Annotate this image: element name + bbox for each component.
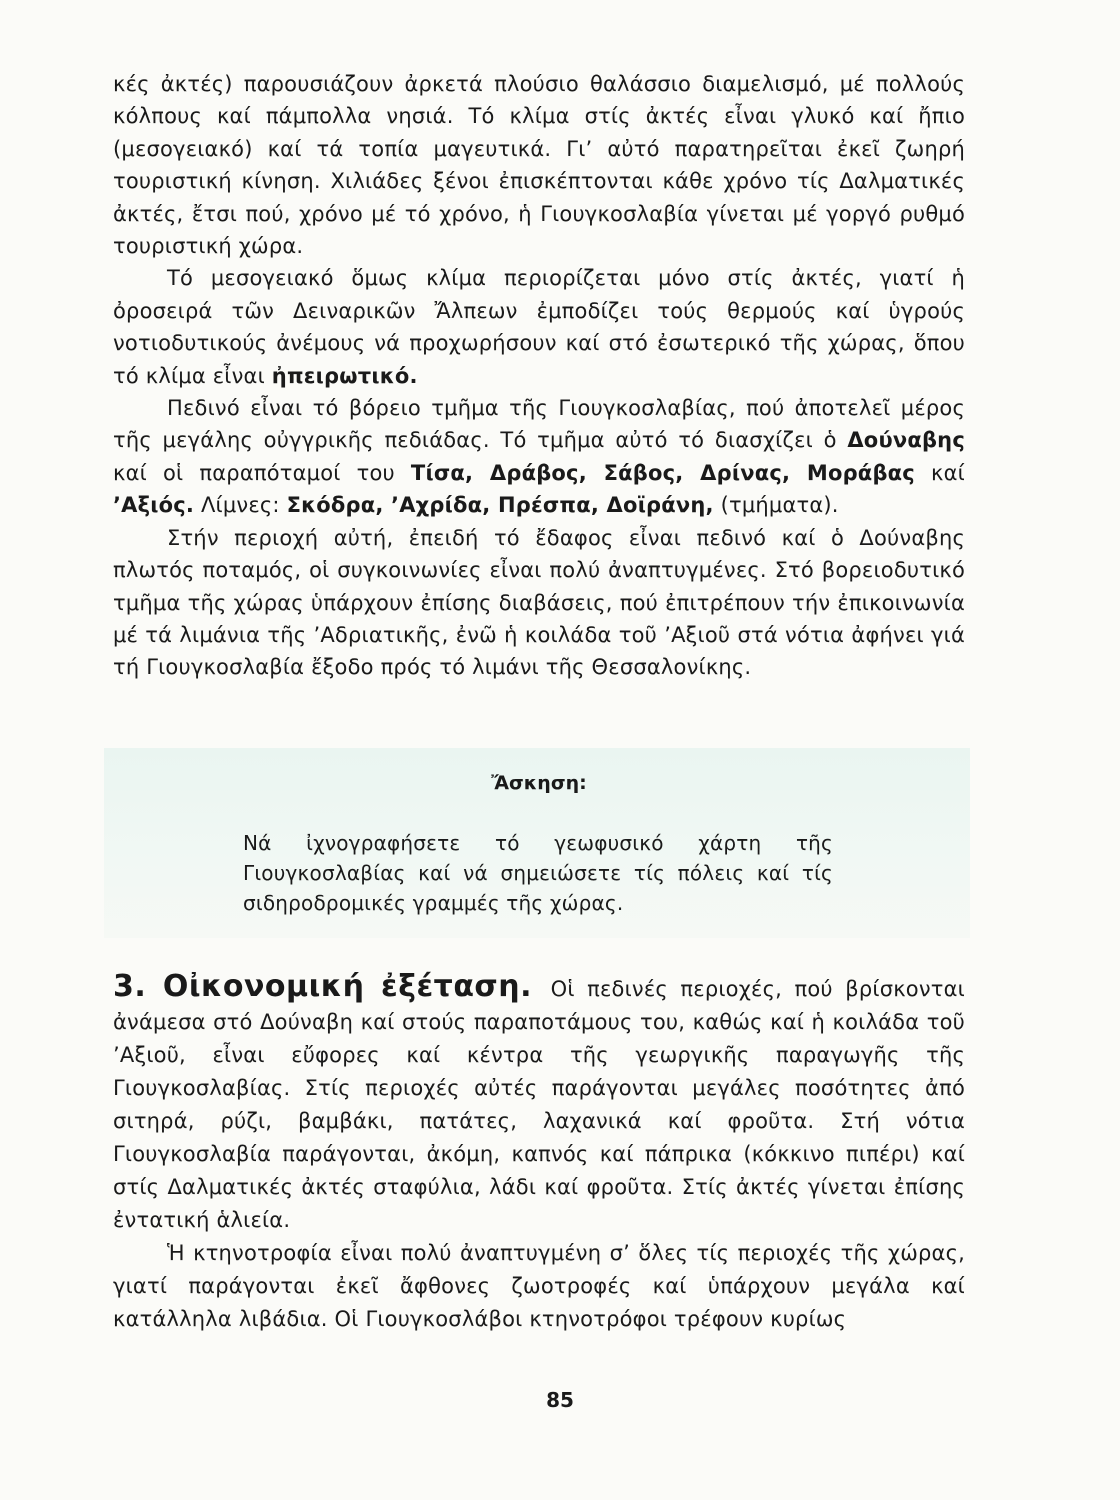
paragraph-3-text-d: Λίμνες: bbox=[200, 493, 280, 518]
paragraph-2 bbox=[113, 262, 965, 392]
paragraph-3-text-a: Πεδινό εἶναι τό βόρειο τμῆμα τῆς Γιουγκοσλαβίας, πού ἀποτελεῖ μέρος τῆς μεγάλης οὐγγρικῆς πεδιάδας. Τό τμῆμα αὐτό τό διασχίζει ὁ bbox=[113, 396, 965, 453]
term-danube: Δούναβης bbox=[847, 428, 965, 453]
paragraph-3-text-c: καί bbox=[931, 460, 965, 485]
section-3-paragraph-1 bbox=[113, 970, 965, 1237]
term-tributaries: Τίσα, Δράβος, Σάβος, Δρίνας, Μοράβας bbox=[410, 460, 915, 485]
page-number: 85 bbox=[546, 1388, 574, 1412]
paragraph-4: Στήν περιοχή αὐτή, ἐπειδή τό ἔδαφος εἶναι πεδινό καί ὁ Δούναβης πλωτός ποταμός, οἱ συγκοινωνίες εἶναι πολύ ἀναπτυγμένες. Στό βορειοδυτικό τμῆμα τῆς χώρας ὑπάρχουν ἐπίσης διαβάσεις, πού ἐπιτρέπουν τήν ἐπικοινωνία μέ τά λιμάνια τῆς ’Αδριατικῆς, ἐνῶ ἡ κοιλάδα τοῦ ’Αξιοῦ στά νότια ἀφήνει γιά τή Γιουγκοσλαβία ἔξοδο πρός τό λιμάνι τῆς Θεσσαλονίκης. bbox=[113, 525, 965, 680]
section-3-paragraph-1-text: Οἱ πεδινές περιοχές, πού βρίσκονται ἀνάμεσα στό Δούναβη καί στούς παραποτάμους του, καθώς καί ἡ κοιλάδα τοῦ ’Αξιοῦ, εἶναι εὔφορες καί κέντρα τῆς γεωργικῆς παραγωγῆς τῆς Γιουγκοσλαβίας. Στίς περιοχές αὐτές παράγονται μεγάλες ποσότητες ἀπό σιτηρά, ρύζι, βαμβάκι, πατάτες, λαχανικά καί φροῦτα. Στή νότια Γιουγκοσλαβία παράγονται, ἀκόμη, καπνός καί πάπρικα (κόκκινο πιπέρι) καί στίς Δαλματικές ἀκτές σταφύλια, λάδι καί φροῦτα. Στίς ἀκτές γίνεται ἐπίσης ἐντατική ἁλιεία. bbox=[113, 977, 965, 1232]
section-3 bbox=[113, 970, 965, 1336]
term-axios: ’Αξιός. bbox=[113, 493, 195, 518]
paragraph-2-text: Τό μεσογειακό ὅμως κλίμα περιορίζεται μόνο στίς ἀκτές, γιατί ἡ ὀροσειρά τῶν Δειναρικῶν Ἄλπεων ἐμποδίζει τούς θερμούς καί ὑγρούς νοτιοδυτικούς ἀνέμους νά προχωρήσουν καί στό ἐσωτερικό τῆς χώρας, ὅπου τό κλίμα εἶναι bbox=[113, 266, 965, 388]
body-text-upper bbox=[113, 68, 965, 684]
paragraph-3 bbox=[113, 392, 965, 522]
paragraph-3-text-b: καί οἱ παραπόταμοί του bbox=[113, 460, 395, 485]
term-lakes: Σκόδρα, ’Αχρίδα, Πρέσπα, Δοϊράνη, bbox=[286, 493, 714, 518]
paragraph-3-text-e: (τμήματα). bbox=[720, 493, 839, 518]
paragraph-1: κές ἀκτές) παρουσιάζουν ἀρκετά πλούσιο θαλάσσιο διαμελισμό, μέ πολλούς κόλπους καί πάμπολλα νησιά. Τό κλίμα στίς ἀκτές εἶναι γλυκό καί ἤπιο (μεσογειακό) καί τά τοπία μαγευτικά. Γι’ αὐτό παρατηρεῖται ἐκεῖ ζωηρή τουριστική κίνηση. Χιλιάδες ξένοι ἐπισκέπτονται κάθε χρόνο τίς Δαλματικές ἀκτές, ἔτσι πού, χρόνο μέ τό χρόνο, ἡ Γιουγκοσλαβία γίνεται μέ γοργό ρυθμό τουριστική χώρα. bbox=[113, 72, 965, 259]
exercise-title: Ἄσκηση: bbox=[491, 772, 587, 794]
exercise-text: Νά ἰχνογραφήσετε τό γεωφυσικό χάρτη τῆς Γιουγκοσλαβίας καί νά σημειώσετε τίς πόλεις καί τίς σιδηροδρομικές γραμμές τῆς χώρας. bbox=[243, 831, 833, 915]
section-heading: 3. Οἰκονομική ἐξέταση. bbox=[113, 969, 533, 1004]
term-continental: ἠπειρωτικό. bbox=[271, 363, 418, 388]
section-3-paragraph-2: Ἡ κτηνοτροφία εἶναι πολύ ἀναπτυγμένη σ’ ὅλες τίς περιοχές τῆς χώρας, γιατί παράγονται ἐκεῖ ἄφθονες ζωοτροφές καί ὑπάρχουν μεγάλα καί κατάλληλα λιβάδια. Οἱ Γιουγκοσλάβοι κτηνοτρόφοι τρέφουν κυρίως bbox=[113, 1241, 965, 1331]
